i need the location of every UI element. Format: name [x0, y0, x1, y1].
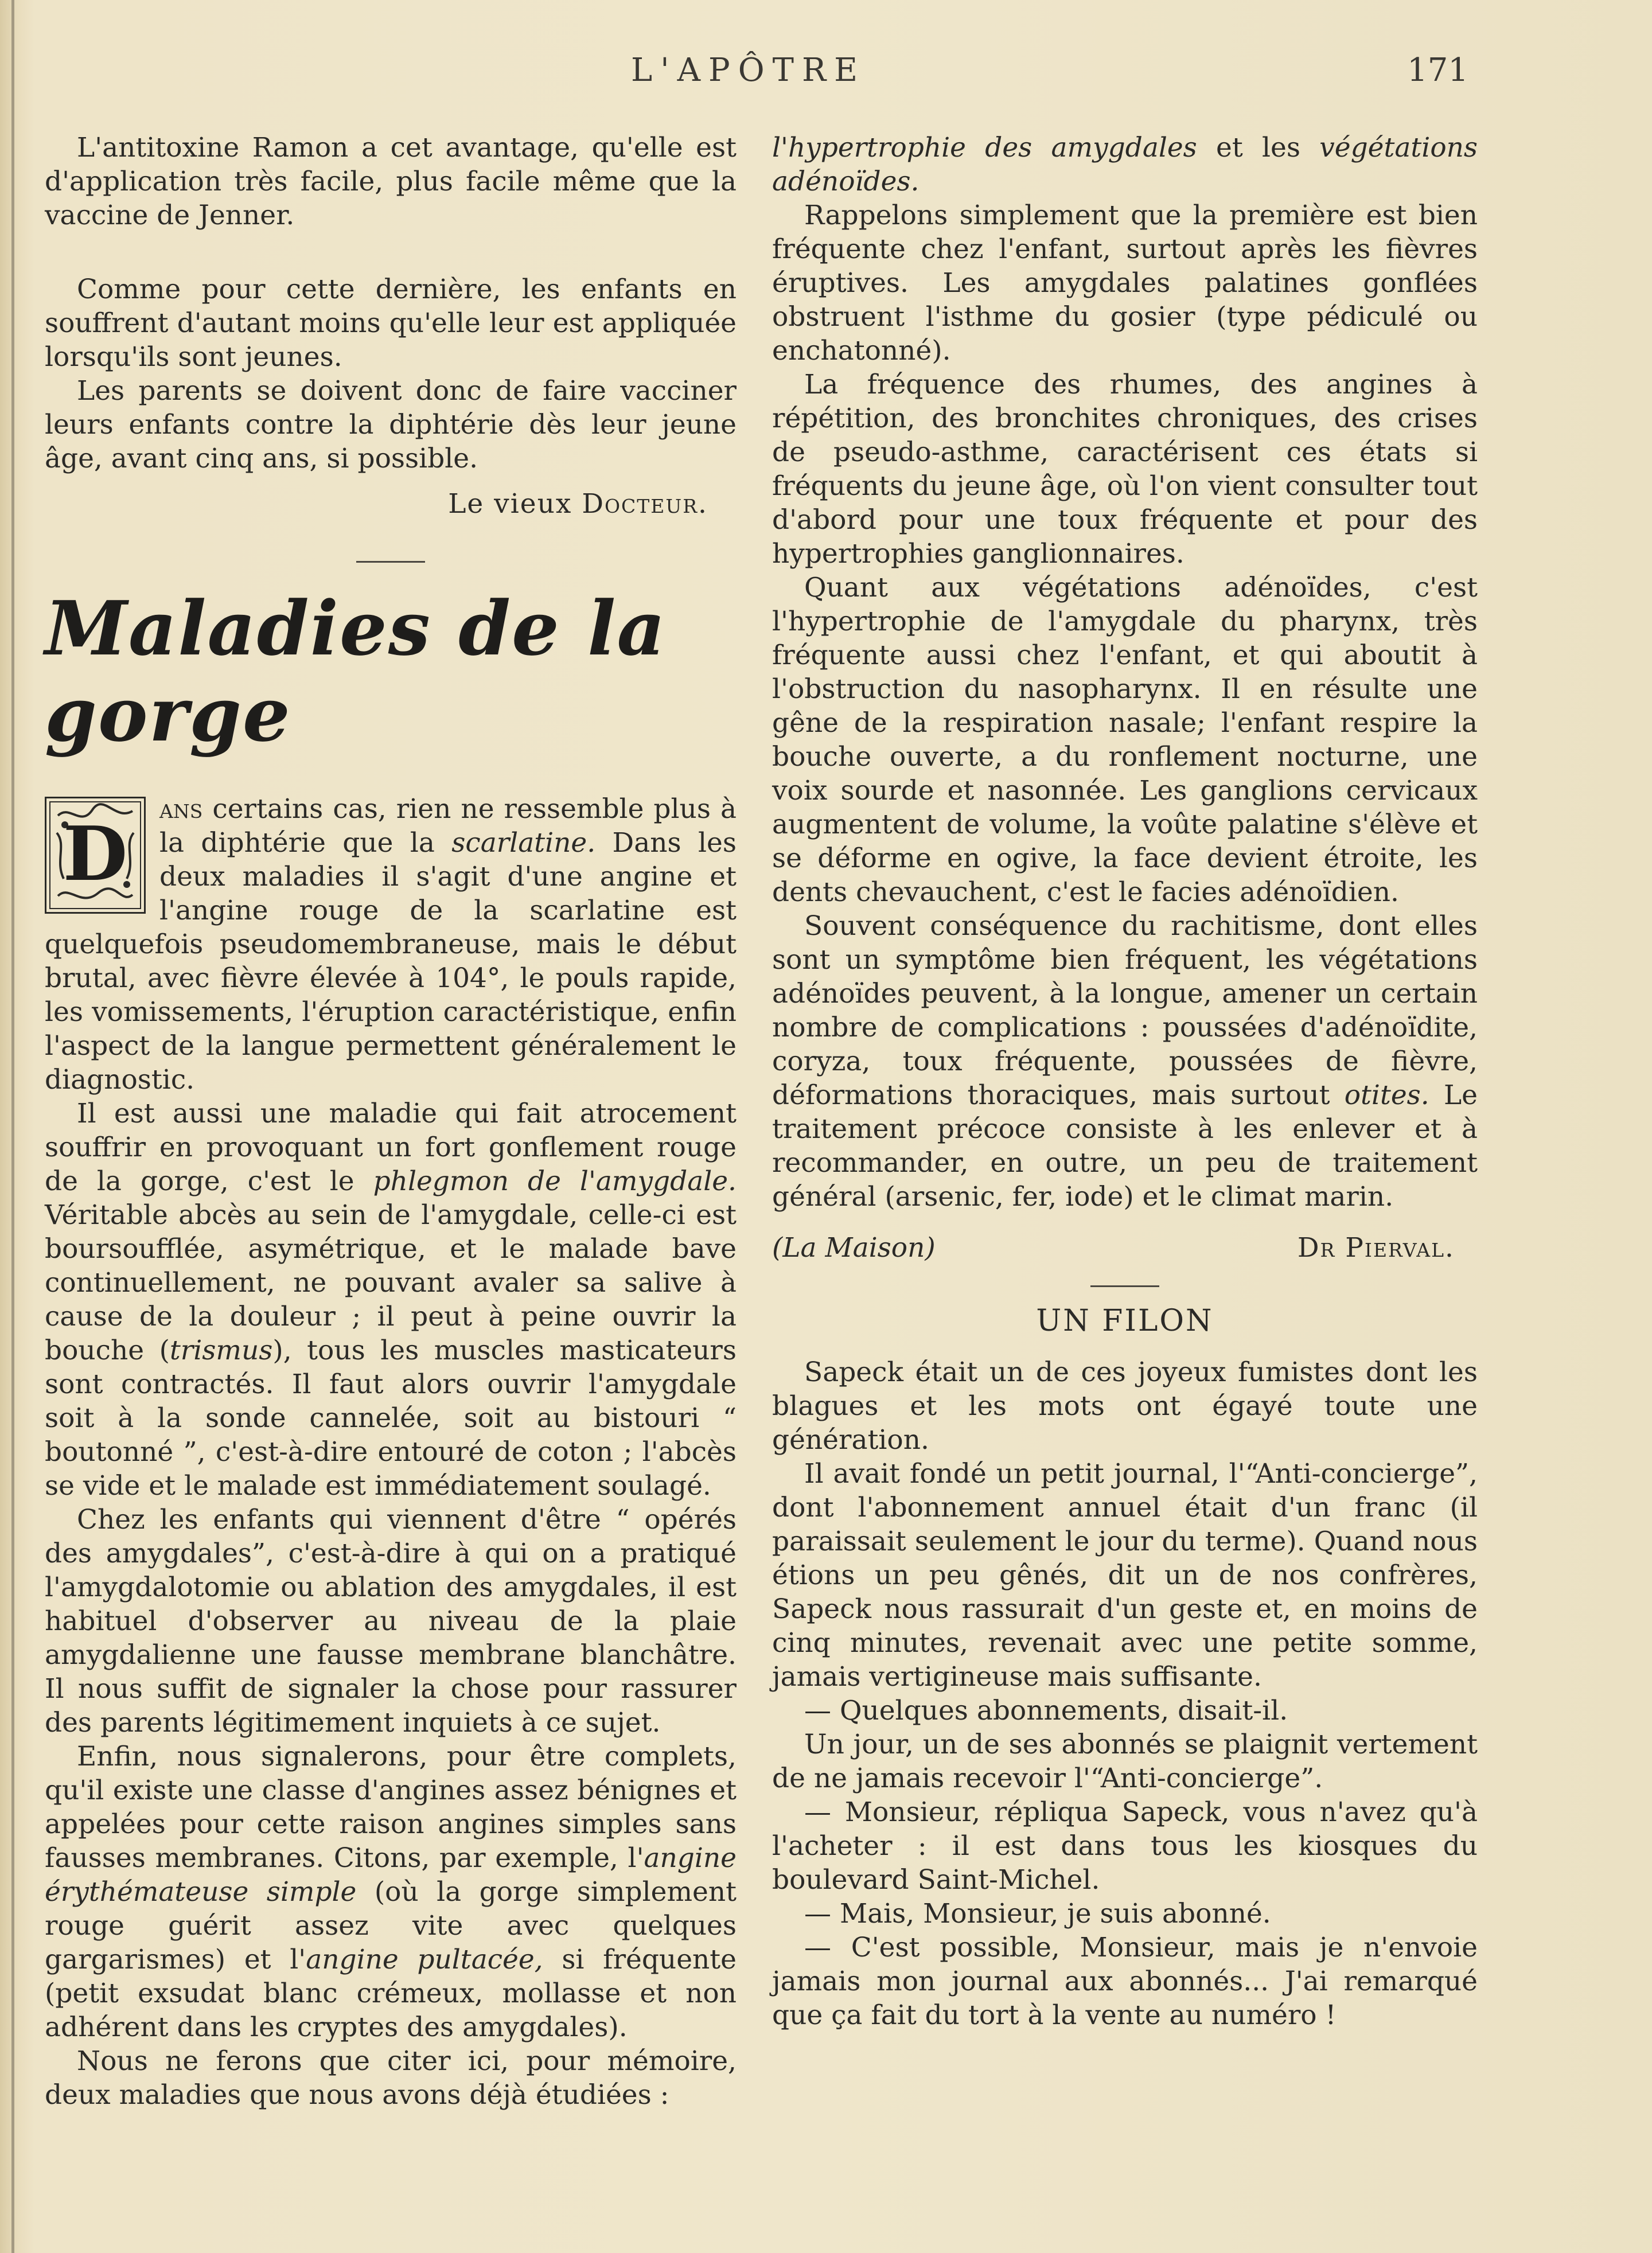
paragraph: Quant aux végétations adénoïdes, c'est l'hypertrophie de l'amygdale du pharynx, très fréquente aussi chez l'enfant, et qui aboutit à l'obstruction du nasopharynx. Il en résulte une gêne de la respiration nasale; l'enfant respire la bouche ouverte, a du ronflement nocturne, une voix sourde et nasonnée. Les ganglions cervicaux augmentent de volume, la voûte palatine s'élève et se déforme en ogive, la face devient étroite, les dents chevauchent, c'est le facies adénoïdien. — [772, 572, 1478, 908]
binding-edge — [11, 0, 14, 2253]
separator-rule — [356, 561, 425, 563]
paragraph: Enfin, nous signalerons, pour être complets, qu'il existe une classe d'angines assez bénignes et appelées pour cette raison angines simples sans fausses membranes. Citons, par exemple, l'angine érythémateuse simple (où la gorge simplement rouge guérit assez vite avec quelques gargarismes) et l'angine pultacée, si fréquente (petit exsudat blanc crémeux, mollasse et non adhérent dans les cryptes des amygdales). — [45, 1741, 737, 2043]
paragraph: — C'est possible, Monsieur, mais je n'envoie jamais mon journal aux abonnés... J'ai remarqué que ça fait du tort à la vente au numéro ! — [772, 1932, 1478, 2031]
paragraph: Chez les enfants qui viennent d'être “ opérés des amygdales”, c'est-à-dire à qui on a pratiqué l'amygdalotomie ou ablation des amygdales, il est habituel d'observer au niveau de la plaie amygdalienne une fausse membrane blanchâtre. Il nous suffit de signaler la chose pour rassurer des parents légitimement inquiets à ce sujet. — [45, 1504, 737, 1739]
signature-name: Docteur. — [582, 488, 708, 520]
paragraph: Il est aussi une maladie qui fait atrocement souffrir en provoquant un fort gonflement rouge de la gorge, c'est le phlegmon de l'amygdale. Véritable abcès au sein de l'amygdale, celle-ci est boursoufflée, asymétrique, et le malade bave continuellement, ne pouvant avaler sa salive à cause de la douleur ; il peut à peine ouvrir la bouche (trismus), tous les muscles masticateurs sont contractés. Il faut alors ouvrir l'amygdale soit à la sonde cannelée, soit au bistouri “ boutonné ”, c'est-à-dire entouré de coton ; l'abcès se vide et le malade est immédiatement soulagé. — [45, 1098, 737, 1502]
paragraph: l'hypertrophie des amygdales et les végétations adénoïdes. — [772, 132, 1478, 197]
signature-prefix: Le vieux — [448, 488, 582, 520]
paragraph: Comme pour cette dernière, les enfants en souffrent d'autant moins qu'elle leur est appliquée lorsqu'ils sont jeunes. — [45, 274, 737, 373]
paragraph: Souvent conséquence du rachitisme, dont elles sont un symptôme bien fréquent, les végétations adénoïdes peuvent, à la longue, amener un certain nombre de complications : poussées d'adénoïdite, coryza, toux fréquente, poussées de fièvre, déformations thoraciques, mais surtout otites. Le traitement précoce consiste à les enlever et à recommander, en outre, un peu de traitement général (arsenic, fer, iode) et le climat marin. — [772, 910, 1478, 1213]
section-title: UN FILON — [1036, 1304, 1214, 1338]
paragraph: Sapeck était un de ces joyeux fumistes dont les blagues et les mots ont égayé toute une génération. — [772, 1357, 1478, 1456]
separator-rule — [1090, 1285, 1159, 1287]
paragraph: La fréquence des rhumes, des angines à répétition, des bronchites chroniques, des crises de pseudo-asthme, caractérisent ces états si fréquents du jeune âge, où l'on vient consulter tout d'abord pour une toux fréquente et pour des hypertrophies ganglionnaires. — [772, 369, 1478, 570]
source: (La Maison) — [772, 1232, 936, 1264]
paragraph: Un jour, un de ses abonnés se plaignit vertement de ne jamais recevoir l'“Anti-concierge”. — [772, 1729, 1478, 1794]
paragraph: Rappelons simplement que la première est bien fréquente chez l'enfant, surtout après les fièvres éruptives. Les amygdales palatines gonflées obstruent l'isthme du gosier (type pédiculé ou enchatonné). — [772, 200, 1478, 367]
ornamental-initial — [45, 797, 146, 914]
article-title: Maladies de la gorge — [45, 584, 667, 758]
paragraph: — Quelques abonnements, disait-il. — [804, 1695, 1288, 1726]
paragraph: ans certains cas, rien ne ressemble plus à la diphtérie que la scarlatine. Dans les deux maladies il s'agit d'une angine et l'angine rouge de la scarlatine est quelquefois pseudomembraneuse, mais le début brutal, avec fièvre élevée à 104°, le pouls rapide, les vomissements, l'éruption caractéristique, enfin l'aspect de la langue permettent généralement le diagnostic. — [45, 793, 737, 1096]
author: Dr Pierval. — [1297, 1232, 1455, 1264]
right-column — [772, 131, 1478, 2032]
paragraph: Nous ne ferons que citer ici, pour mémoire, deux maladies que nous avons déjà étudiées : — [45, 2045, 737, 2111]
first-paragraph-block — [45, 792, 737, 1097]
dropcap-letter: D — [63, 810, 128, 898]
paragraph: — Mais, Monsieur, je suis abonné. — [804, 1898, 1271, 1930]
paragraph: Il avait fondé un petit journal, l'“Anti-concierge”, dont l'abonnement annuel était d'un franc (il paraissait seulement le jour du terme). Quand nous étions un peu gênés, dit un de nos confrères, Sapeck nous rassurait d'un geste et, en moins de cinq minutes, revenait avec une petite somme, jamais vertigineuse mais suffisante. — [772, 1458, 1478, 1693]
signature — [45, 487, 737, 521]
paragraph: Les parents se doivent donc de faire vacciner leurs enfants contre la diphtérie dès leur jeune âge, avant cinq ans, si possible. — [45, 375, 737, 474]
source-attribution — [772, 1231, 1478, 1265]
left-column — [45, 131, 737, 2112]
opening-word: ans — [159, 793, 203, 825]
paragraph: L'antitoxine Ramon a cet avantage, qu'elle est d'application très facile, plus facile même que la vaccine de Jenner. — [45, 132, 737, 231]
ornament-icon — [46, 798, 144, 912]
page-number: 171 — [1407, 52, 1468, 89]
running-title: L'APÔTRE — [631, 52, 866, 89]
paragraph: — Monsieur, répliqua Sapeck, vous n'avez qu'à l'acheter : il est dans tous les kiosques du boulevard Saint-Michel. — [772, 1796, 1478, 1896]
